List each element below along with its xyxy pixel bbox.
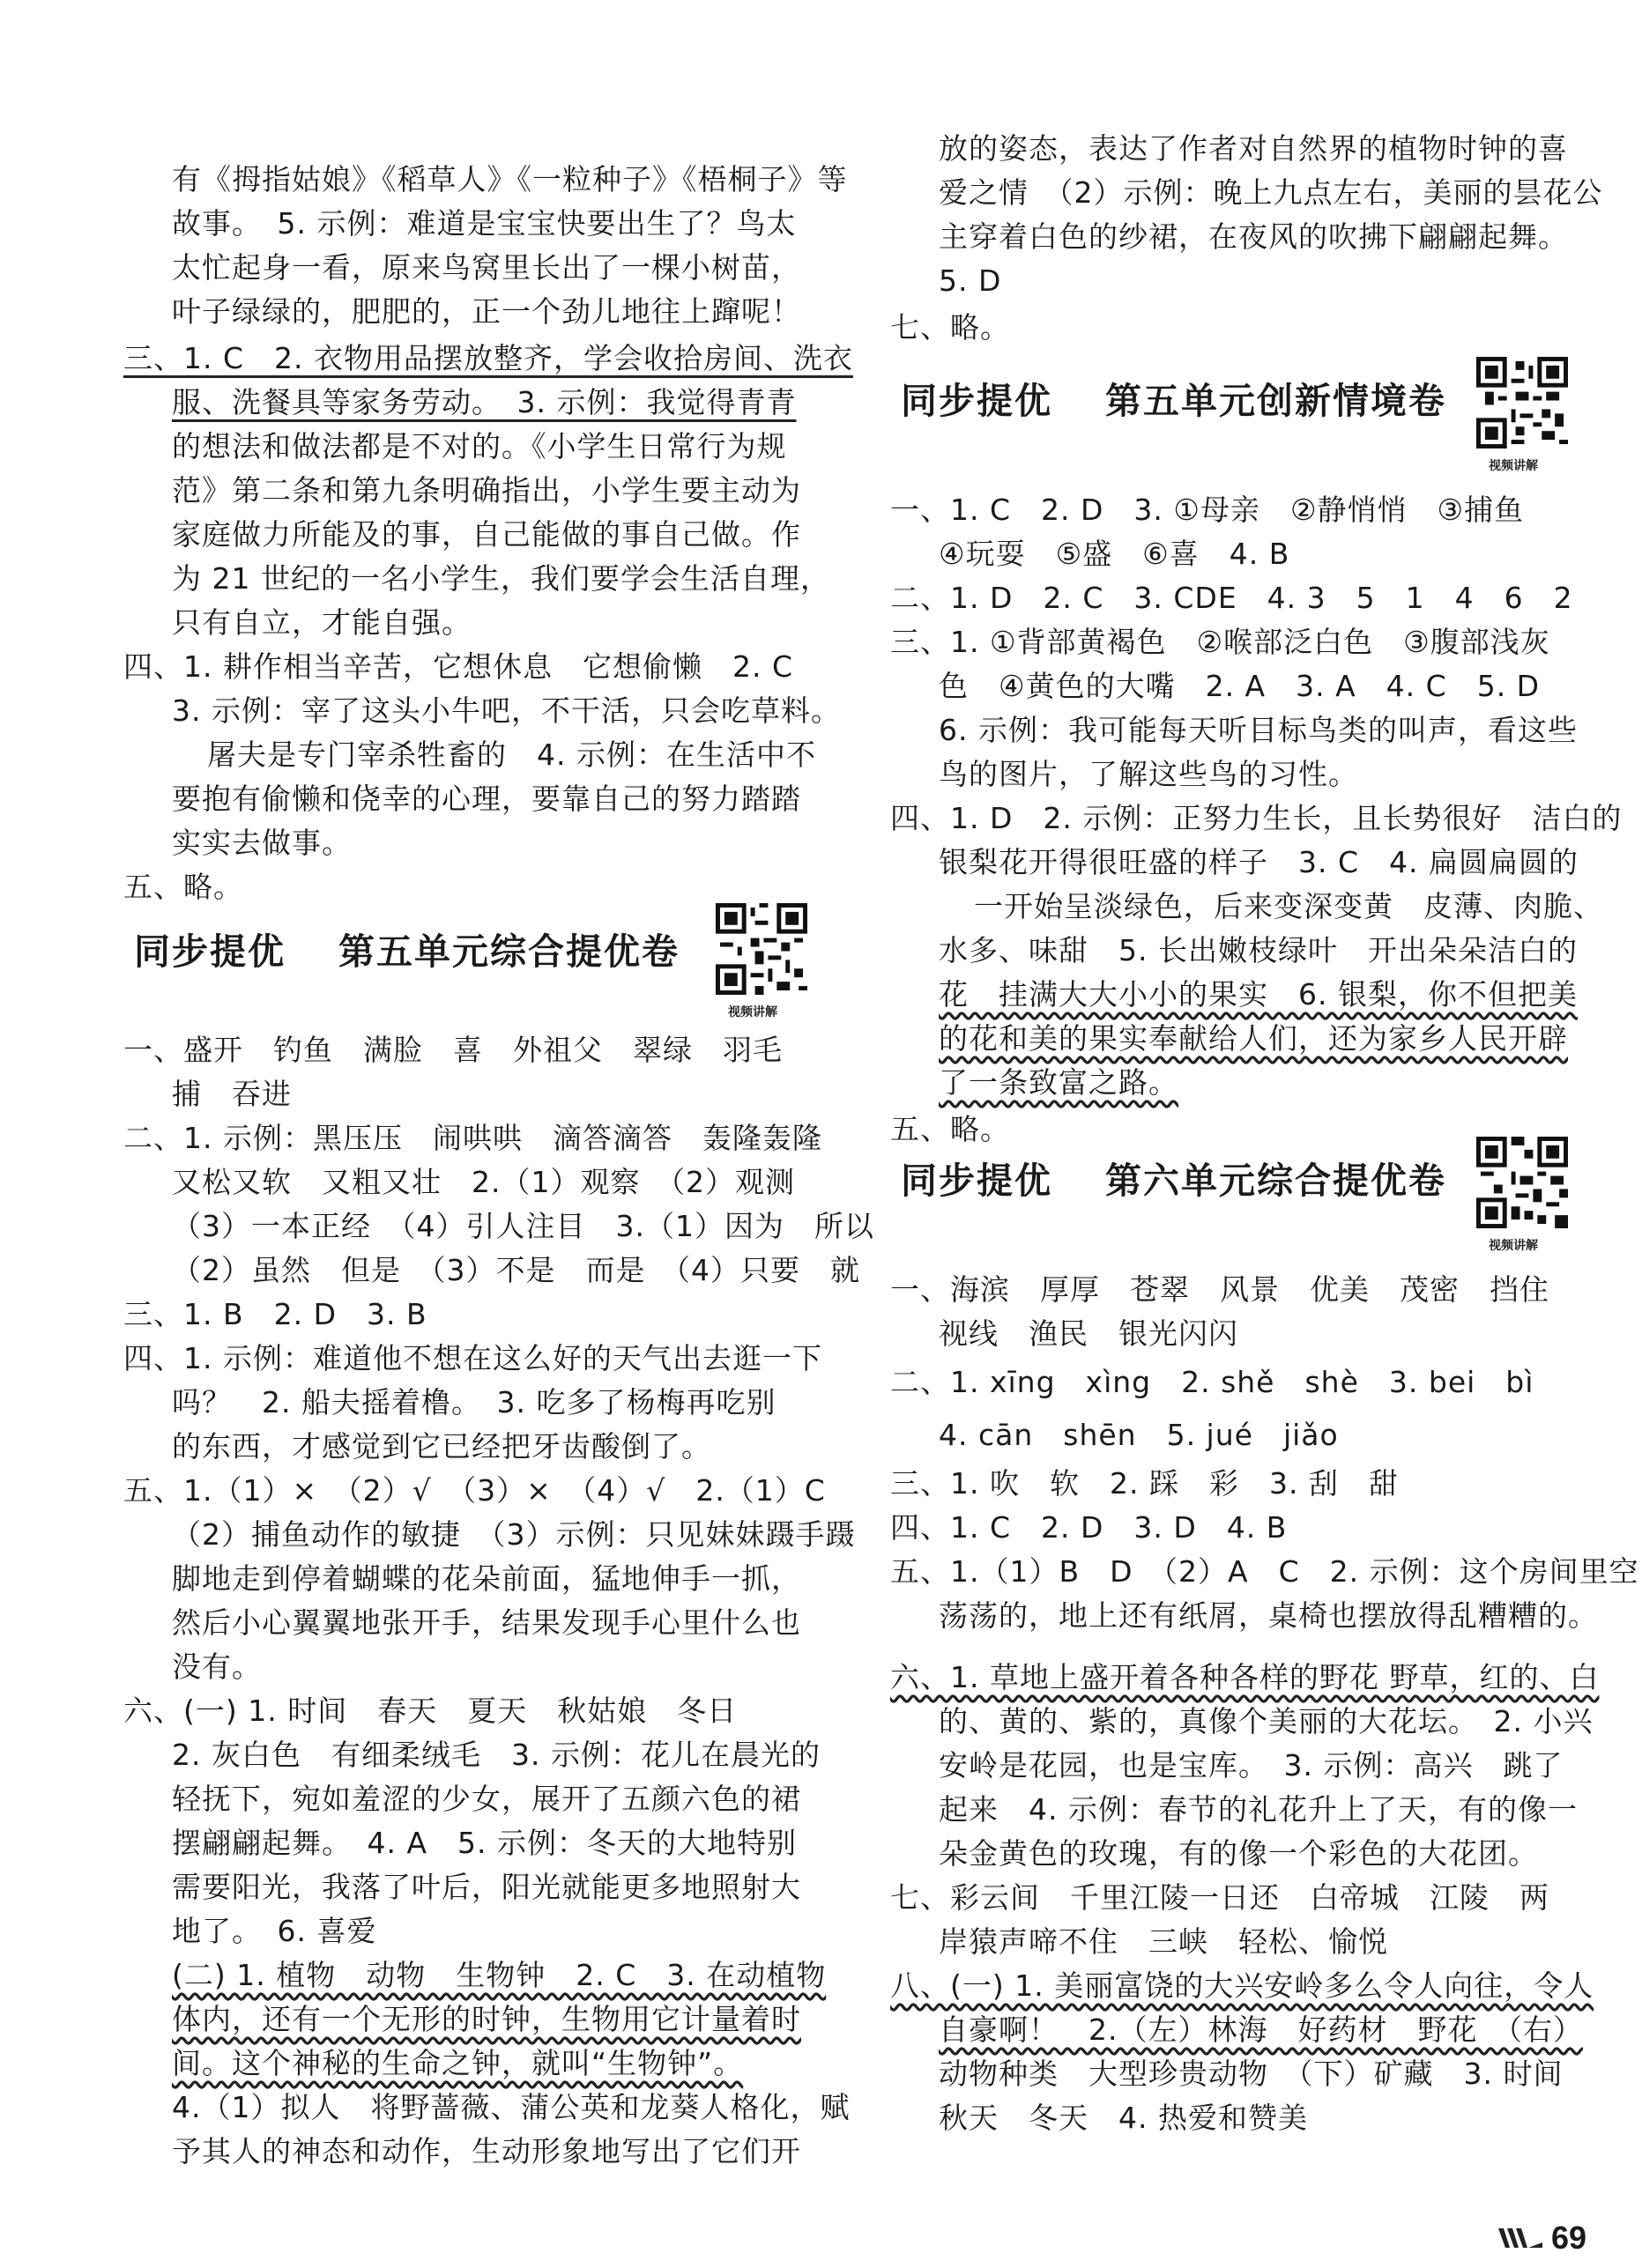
publisher-logo-icon [1498,2227,1542,2249]
answer-line: 三、1. C 2. 衣物用品摆放整齐，学会收拾房间、洗衣 [123,341,853,375]
answer-line: 四、1. C 2. D 3. D 4. B [890,1510,1288,1545]
answer-line: 七、彩云间 千里江陵一日还 白帝城 江陵 两 [890,1880,1549,1915]
qr-caption: 视频讲解 [1489,459,1538,473]
answer-line: 色 ④黄色的大嘴 2. A 3. A 4. C 5. D [939,669,1541,703]
answer-line: 四、1. 耕作相当辛苦，它想休息 它想偷懒 2. C [123,649,793,684]
answer-line: 放的姿态，表达了作者对自然界的植物时钟的喜 [939,131,1568,166]
answer-line: 主穿着白色的纱裙，在夜风的吹拂下翩翩起舞。 [939,219,1568,254]
section-title-unit6-comprehensive: 同步提优 第六单元综合提优卷 [901,1160,1446,1202]
answer-line: 鸟的图片，了解这些鸟的习性。 [939,757,1358,791]
answer-line: 服、洗餐具等家务劳动。 3. 示例：我觉得青青 [172,385,797,419]
answer-line: 一、1. C 2. D 3. ①母亲 ②静悄悄 ③捕鱼 [890,493,1525,527]
answer-line: 秋天 冬天 4. 热爱和赞美 [939,2101,1308,2135]
qr-code-icon[interactable] [1476,357,1568,448]
answer-line: 地了。 6. 喜爱 [172,1914,377,1948]
answer-line: 三、1. ①背部黄褐色 ②喉部泛白色 ③腹部浅灰 [890,625,1550,659]
qr-code-icon[interactable] [716,903,807,995]
page-footer [1498,2219,1586,2257]
section-title-unit5-innovation: 同步提优 第五单元创新情境卷 [901,380,1446,422]
answer-line: 荡荡的，地上还有纸屑，桌椅也摆放得乱糟糟的。 [939,1598,1598,1633]
answer-line: 爱之情 （2）示例：晚上九点左右，美丽的昙花公 [939,175,1603,210]
answer-line: 五、略。 [890,1112,1010,1146]
answer-line: 屠夫是专门宰杀牲畜的 4. 示例：在生活中不 [207,737,816,772]
qr-graphic [1476,1137,1568,1228]
answer-line: 3. 示例：宰了这头小牛吧，不干活，只会吃草料。 [172,693,841,728]
answer-line: 6. 示例：我可能每天听目标鸟类的叫声，看这些 [939,713,1578,747]
answer-line: 朵金黄色的玫瑰，有的像一个彩色的大花团。 [939,1836,1538,1871]
qr-caption: 视频讲解 [1489,1239,1538,1253]
answer-line: 三、1. 吹 软 2. 踩 彩 3. 刮 甜 [890,1466,1399,1501]
qr-code-icon[interactable] [1476,1137,1568,1228]
answer-line: （3）一本正经 （4）引人注目 3.（1）因为 所以 [172,1209,874,1243]
answer-line: 捕 吞进 [172,1077,292,1111]
answer-line: 六、1. 草地上盛开着各种各样的野花 野草，红的、白 [890,1660,1600,1694]
answer-line: 岸猿声啼不住 三峡 轻松、愉悦 [939,1924,1388,1959]
answer-line: 间。这个神秘的生命之钟，就叫“生物钟”。 [172,2046,744,2080]
answer-line: 5. D [939,263,1002,298]
answer-line: 轻抚下，宛如羞涩的少女，展开了五颜六色的裙 [172,1782,801,1816]
answer-line: 五、略。 [123,870,243,904]
answer-line: 又松又软 又粗又壮 2.（1）观察 （2）观测 [172,1165,795,1199]
answer-line: 叶子绿绿的，肥肥的，正一个劲儿地往上蹿呢！ [172,294,801,329]
answer-line: 水多、味甜 5. 长出嫩枝绿叶 开出朵朵洁白的 [939,933,1578,967]
answer-line: 体内，还有一个无形的时钟，生物用它计量着时 [172,2002,801,2036]
answer-line: 起来 4. 示例：春节的礼花升上了天，有的像一 [939,1792,1578,1827]
answer-line: 没有。 [172,1649,262,1684]
answer-line: 故事。 5. 示例：难道是宝宝快要出生了？鸟太 [172,206,797,241]
answer-line: 实实去做事。 [172,826,352,860]
answer-line: 太忙起身一看，原来鸟窝里长出了一棵小树苗， [172,250,801,285]
answer-line: 予其人的神态和动作，生动形象地写出了它们开 [172,2134,801,2168]
answer-line: 一、海滨 厚厚 苍翠 风景 优美 茂密 挡住 [890,1272,1549,1307]
answer-line: 自豪啊！ 2.（左）林海 好药材 野花 （右） [939,2012,1583,2047]
answer-line: 七、略。 [890,310,1010,345]
answer-line: 二、1. D 2. C 3. CDE 4. 3 5 1 4 6 2 [890,581,1573,615]
answer-line: 三、1. B 2. D 3. B [123,1297,427,1331]
answer-line: 六、(一) 1. 时间 春天 夏天 秋姑娘 冬日 [123,1694,738,1728]
answer-line: 2. 灰白色 有细柔绒毛 3. 示例：花儿在晨光的 [172,1738,821,1772]
qr-caption: 视频讲解 [728,1005,777,1019]
answer-line: 银梨花开得很旺盛的样子 3. C 4. 扁圆扁圆的 [939,845,1579,879]
qr-graphic [1476,357,1568,448]
answer-line: 摆翩翩起舞。 4. A 5. 示例：冬天的大地特别 [172,1826,798,1860]
answer-line: 二、1. 示例：黑压压 闹哄哄 滴答滴答 轰隆轰隆 [123,1121,822,1155]
answer-line: 四、1. D 2. 示例：正努力生长，且长势很好 洁白的 [890,801,1623,835]
answer-line: 4. cān shēn 5. jué jiǎo [939,1418,1339,1452]
answer-line: 的东西，才感觉到它已经把牙齿酸倒了。 [172,1429,711,1464]
answer-line: 二、1. xīng xìng 2. shě shè 3. bei bì [890,1365,1534,1399]
page-number: 69 [1551,2220,1587,2256]
answer-line: （2）捕鱼动作的敏捷 （3）示例：只见妹妹蹑手蹑 [172,1517,856,1552]
answer-line: 视线 渔民 银光闪闪 [939,1316,1238,1351]
answer-line: ④玩耍 ⑤盛 ⑥喜 4. B [939,537,1290,571]
answer-line: 五、1.（1）× （2）√ （3）× （4）√ 2.（1）C [123,1473,826,1508]
answer-line: 的花和美的果实奉献给人们，还为家乡人民开辟 [939,1021,1568,1056]
qr-graphic [716,903,807,995]
answer-line: 要抱有偷懒和侥幸的心理，要靠自己的努力踏踏 [172,782,801,816]
answer-line: 了一条致富之路。 [939,1065,1178,1100]
answer-line: 只有自立，才能自强。 [172,605,472,640]
answer-line: 一、盛开 钓鱼 满脸 喜 外祖父 翠绿 羽毛 [123,1033,783,1067]
answer-line: 4.（1）拟人 将野蔷薇、蒲公英和龙葵人格化，赋 [172,2090,851,2124]
answer-line: 的想法和做法都是不对的。《小学生日常行为规 [172,429,787,463]
answer-line: 然后小心翼翼地张开手，结果发现手心里什么也 [172,1605,801,1640]
answer-line: 家庭做力所能及的事，自己能做的事自己做。作 [172,517,801,552]
answer-line: 的、黄的、紫的，真像个美丽的大花坛。 2. 小兴 [939,1704,1594,1738]
answer-line: 四、1. 示例：难道他不想在这么好的天气出去逛一下 [123,1341,822,1375]
answer-line: 花 挂满大大小小的果实 6. 银梨，你不但把美 [939,977,1578,1012]
answer-line: 五、1.（1）B D （2）A C 2. 示例：这个房间里空 [890,1554,1639,1589]
section-title-unit5-comprehensive: 同步提优 第五单元综合提优卷 [134,930,680,973]
answer-line: 吗？ 2. 船夫摇着橹。 3. 吃多了杨梅再吃别 [172,1385,776,1419]
answer-line: 八、(一) 1. 美丽富饶的大兴安岭多么令人向往，令人 [890,1968,1594,2003]
answer-line: 一开始呈淡绿色，后来变深变黄 皮薄、肉脆、 [974,889,1603,923]
answer-line: 有《拇指姑娘》《稻草人》《一粒种子》《梧桐子》等 [172,162,848,196]
answer-line: 安岭是花园，也是宝库。 3. 示例：高兴 跳了 [939,1748,1564,1783]
answer-line: (二) 1. 植物 动物 生物钟 2. C 3. 在动植物 [172,1958,827,1992]
answer-line: （2）虽然 但是 （3）不是 而是 （4）只要 就 [172,1253,860,1287]
answer-line: 需要阳光，我落了叶后，阳光就能更多地照射大 [172,1870,801,1904]
answer-line: 为 21 世纪的一名小学生，我们要学会生活自理， [172,561,830,596]
answer-line: 动物种类 大型珍贵动物 （下）矿藏 3. 时间 [939,2057,1564,2091]
answer-line: 脚地走到停着蝴蝶的花朵前面，猛地伸手一抓， [172,1561,801,1596]
answer-line: 范》第二条和第九条明确指出，小学生要主动为 [172,473,801,508]
